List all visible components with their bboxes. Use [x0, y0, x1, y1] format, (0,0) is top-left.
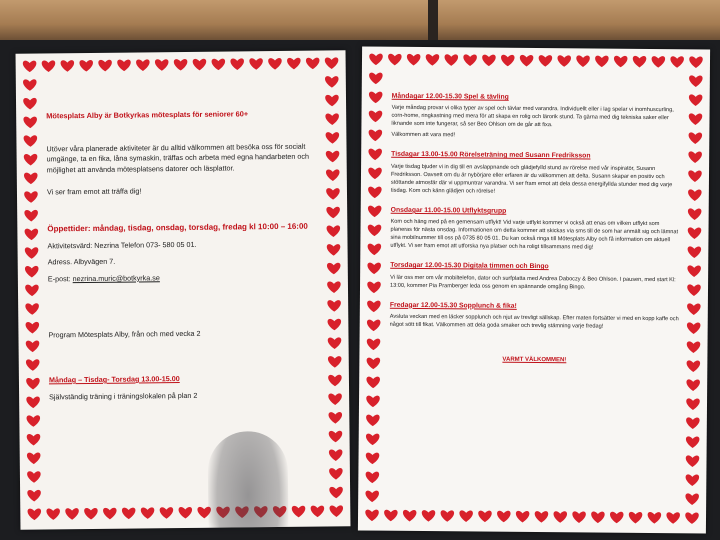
heart-icon [328, 356, 342, 368]
heart-icon [520, 55, 534, 67]
heart-icon [689, 56, 703, 68]
heart-icon [367, 301, 381, 313]
heart-icon [25, 247, 39, 259]
heart-icon [327, 244, 341, 256]
heart-icon [25, 285, 39, 297]
heart-icon [327, 281, 341, 293]
heart-icon [117, 60, 131, 72]
thursday-heading: Torsdagar 12.00-15.30 Digitala timmen och Bingo [390, 262, 549, 271]
heart-icon [292, 506, 306, 518]
heart-icon [367, 339, 381, 351]
heart-icon [328, 319, 342, 331]
left-page-content [46, 108, 329, 402]
heart-icon [687, 265, 701, 277]
heart-icon [666, 512, 680, 524]
heart-icon [24, 191, 38, 203]
heart-icon [325, 113, 339, 125]
right-page-content [389, 93, 681, 366]
heart-icon [459, 510, 473, 522]
heart-icon [516, 511, 530, 523]
heart-icon [463, 54, 477, 66]
heart-icon [688, 151, 702, 163]
heart-icon [103, 508, 117, 520]
left-welcome: Vi ser fram emot att träffa dig! [46, 186, 142, 197]
heart-icon [325, 76, 339, 88]
heart-icon [369, 54, 383, 66]
heart-icon [141, 507, 155, 519]
heart-icon [212, 59, 226, 71]
heart-icon [497, 511, 511, 523]
heart-icon [478, 511, 492, 523]
heart-icon [367, 263, 381, 275]
heart-icon [327, 300, 341, 312]
program-line: Program Mötesplats Alby, från och med vecka 2 [48, 329, 201, 340]
light-glare [170, 522, 231, 530]
heart-icon [553, 511, 567, 523]
heart-icon [25, 303, 39, 315]
heart-icon [369, 73, 383, 85]
heart-icon [249, 58, 263, 70]
schedule-text: Självständig träning i träningslokalen på plan 2 [49, 390, 198, 401]
heart-icon [368, 168, 382, 180]
heart-icon [688, 170, 702, 182]
heart-icon [329, 431, 343, 443]
heart-icon [686, 455, 700, 467]
wooden-table-edge [0, 0, 720, 40]
hand-shadow [207, 431, 289, 530]
heart-icon [27, 415, 41, 427]
heart-icon [689, 75, 703, 87]
heart-icon [325, 57, 339, 69]
heart-icon [368, 187, 382, 199]
heart-icon [366, 434, 380, 446]
monday-welcome: Välkommen att vara med! [391, 132, 456, 139]
heart-icon [686, 379, 700, 391]
heart-icon [179, 507, 193, 519]
heart-icon [686, 417, 700, 429]
heart-icon [369, 130, 383, 142]
heart-icon [326, 188, 340, 200]
heart-icon [23, 117, 37, 129]
heart-icon [326, 207, 340, 219]
heart-icon [23, 79, 37, 91]
heart-icon [193, 59, 207, 71]
heart-icon [366, 453, 380, 465]
heart-icon [688, 246, 702, 258]
monday-text: Varje måndag provar vi olika typer av spel och tävlar med varandra. Individuellt eller i lag spelar vi inomhuscurling, corn-home, ringkastning med mera för att skapa en rolig och lärorik stund. Ta gärna med dig tekniska saker eller liknande som inte fungerar, så ser Beo Ohlson om de går att fixa. [391, 104, 674, 129]
heart-icon [230, 58, 244, 70]
heart-icon [444, 54, 458, 66]
heart-icon [686, 398, 700, 410]
heart-icon [27, 471, 41, 483]
heart-icon [591, 512, 605, 524]
heart-icon [26, 341, 40, 353]
heart-icon [366, 415, 380, 427]
right-flyer-page [358, 46, 710, 533]
heart-icon [27, 490, 41, 502]
left-title: Mötesplats Alby är Botkyrkas mötesplats för seniorer 60+ [46, 109, 249, 121]
heart-icon [368, 244, 382, 256]
heart-icon [403, 510, 417, 522]
monday-heading: Måndagar 12.00-15.30 Spel & tävling [391, 92, 509, 101]
heart-icon [687, 303, 701, 315]
heart-icon [26, 359, 40, 371]
heart-icon [197, 507, 211, 519]
heart-icon [84, 508, 98, 520]
heart-icon [25, 229, 39, 241]
left-flyer-page [16, 50, 351, 529]
heart-icon [629, 512, 643, 524]
heart-icon [26, 322, 40, 334]
heart-icon [79, 60, 93, 72]
heart-icon [367, 282, 381, 294]
address: Adress. Albyvägen 7. [47, 256, 116, 267]
tuesday-heading: Tisdagar 13.00-15.00 Rörelseträning med Susann Fredriksson [391, 151, 591, 160]
heart-icon [384, 510, 398, 522]
schedule-heading: Måndag – Tisdag- Torsdag 13.00-15.00 [48, 373, 180, 385]
heart-icon [689, 94, 703, 106]
heart-icon [311, 506, 325, 518]
heart-icon [369, 92, 383, 104]
heart-icon [366, 377, 380, 389]
heart-icon [330, 505, 344, 517]
heart-icon [685, 512, 699, 524]
heart-icon [539, 55, 553, 67]
heart-icon [688, 208, 702, 220]
heart-icon [670, 56, 684, 68]
heart-icon [326, 132, 340, 144]
heart-icon [326, 169, 340, 181]
heart-icon [26, 378, 40, 390]
heart-icon [42, 60, 56, 72]
heart-icon [368, 206, 382, 218]
heart-icon [329, 449, 343, 461]
heart-icon [367, 358, 381, 370]
heart-icon [614, 56, 628, 68]
heart-icon [689, 113, 703, 125]
heart-icon [688, 189, 702, 201]
heart-icon [328, 393, 342, 405]
thursday-text: Vi lär oss mer om vår mobiltelefon, dator och surfplatta med Andrea Daboczy & Beo Ohlson. I pausen, med start Kl: 13:00, kommer Pia Pramberger leda oss genom en spännande omgång Bingo. [390, 274, 676, 291]
heart-icon [155, 59, 169, 71]
friday-text: Avsluta veckan med en läcker sopplunch och njut av trevligt sällskap. Efter maten fortsätter vi med en kopp kaffe och något sött till fikat. Välkommen att dela goda smaker och trevlig stämning varje fredag! [389, 313, 679, 330]
heart-icon [686, 474, 700, 486]
heart-icon [482, 55, 496, 67]
table-gap [428, 0, 438, 40]
heart-icon [23, 61, 37, 73]
opening-hours: Öppettider: måndag, tisdag, onsdag, torsdag, fredag kl 10:00 – 16:00 [47, 221, 308, 234]
heart-icon [98, 60, 112, 72]
heart-icon [65, 508, 79, 520]
heart-icon [329, 468, 343, 480]
heart-icon [325, 95, 339, 107]
heart-icon [287, 58, 301, 70]
heart-icon [688, 227, 702, 239]
heart-icon [24, 135, 38, 147]
email-link[interactable]: nezrina.muric@botkyrka.se [72, 272, 160, 283]
wednesday-heading: Onsdagar 11.00-15.00 Utflyktsgrupp [390, 206, 507, 215]
heart-icon [595, 56, 609, 68]
heart-icon [326, 151, 340, 163]
heart-icon [535, 511, 549, 523]
heart-icon [648, 512, 662, 524]
heart-icon [369, 111, 383, 123]
email-line [48, 271, 328, 285]
heart-icon [365, 491, 379, 503]
tuesday-text: Varje tisdag bjuder vi in dig till en avslappnande och glädjefylld stund av rörelse med vår inspiratör, Susann Fredriksson. Oavsett om du är nybörjare eller erfaren är du välkommen att delta. Susann skapar en positiv och stöttande atmosfär där vi uppmuntrar varandra. Vi ser fram emot att dela dessa energifyllda stunder med dig varje tisdag. Kom och känn glädjen och rörelse! [390, 163, 673, 195]
heart-icon [328, 375, 342, 387]
heart-icon [24, 154, 38, 166]
heart-icon [26, 397, 40, 409]
heart-icon [686, 436, 700, 448]
heart-icon [235, 506, 249, 518]
heart-icon [23, 98, 37, 110]
heart-icon [254, 506, 268, 518]
heart-icon [306, 58, 320, 70]
heart-icon [557, 55, 571, 67]
heart-icon [328, 337, 342, 349]
heart-icon [27, 453, 41, 465]
heart-icon [687, 360, 701, 372]
email-label: E-post: [47, 273, 73, 284]
heart-icon [268, 58, 282, 70]
heart-icon [407, 54, 421, 66]
heart-icon [24, 173, 38, 185]
heart-icon [329, 487, 343, 499]
heart-icon [633, 56, 647, 68]
heart-icon [687, 341, 701, 353]
heart-icon [27, 434, 41, 446]
heart-icon [685, 493, 699, 505]
friday-heading: Fredagar 12.00-15.30 Sopplunch & fika! [389, 301, 517, 310]
heart-icon [687, 322, 701, 334]
heart-icon [368, 149, 382, 161]
heart-icon [689, 132, 703, 144]
heart-icon [366, 472, 380, 484]
heart-icon [327, 225, 341, 237]
heart-icon [365, 510, 379, 522]
heart-icon [610, 512, 624, 524]
heart-icon [327, 263, 341, 275]
heart-icon [46, 508, 60, 520]
heart-icon [122, 508, 136, 520]
heart-icon [441, 510, 455, 522]
wednesday-text: Kom och häng med på en gemensam utflykt! Vid varje utflykt kommer vi också att enas om vilken utflykt som planeras för nästa onsdag. Informationen om detta kommer att skickas via sms till de som har anmält sig och lämnat sina mobilnummer till oss på 0735 80 05 01. Du kan också ringa till Mötesplats Alby och få information om aktuell utflykt. Vi ser fram emot att utforska nya platser och ha roligt tillsammans med dig! [390, 218, 679, 251]
heart-icon [160, 507, 174, 519]
heart-icon [28, 509, 42, 521]
heart-icon [572, 511, 586, 523]
heart-icon [576, 55, 590, 67]
heart-icon [174, 59, 188, 71]
heart-icon [329, 412, 343, 424]
heart-icon [501, 55, 515, 67]
heart-icon [422, 510, 436, 522]
heart-icon [367, 320, 381, 332]
heart-icon [652, 56, 666, 68]
heart-icon [366, 396, 380, 408]
host-contact: Aktivitetsvärd: Nezrina Telefon 073- 580 05 01. [47, 239, 197, 250]
heart-icon [687, 284, 701, 296]
heart-icon [24, 210, 38, 222]
heart-icon [61, 60, 75, 72]
left-intro: Utöver våra planerade aktiviteter är du alltid välkommen att besöka oss för socialt umgänge, ta en fika, låna symaskin, träffas och arbeta med egna handarbeten och möjlighet att använda mötesplatsens datorer och läsplattor. [46, 141, 310, 175]
heart-icon [388, 54, 402, 66]
heart-icon [25, 266, 39, 278]
heart-icon [273, 506, 287, 518]
heart-icon [136, 59, 150, 71]
closing-greeting: VARMT VÄLKOMMEN! [502, 356, 567, 364]
heart-icon [216, 507, 230, 519]
heart-icon [368, 225, 382, 237]
heart-icon [426, 54, 440, 66]
